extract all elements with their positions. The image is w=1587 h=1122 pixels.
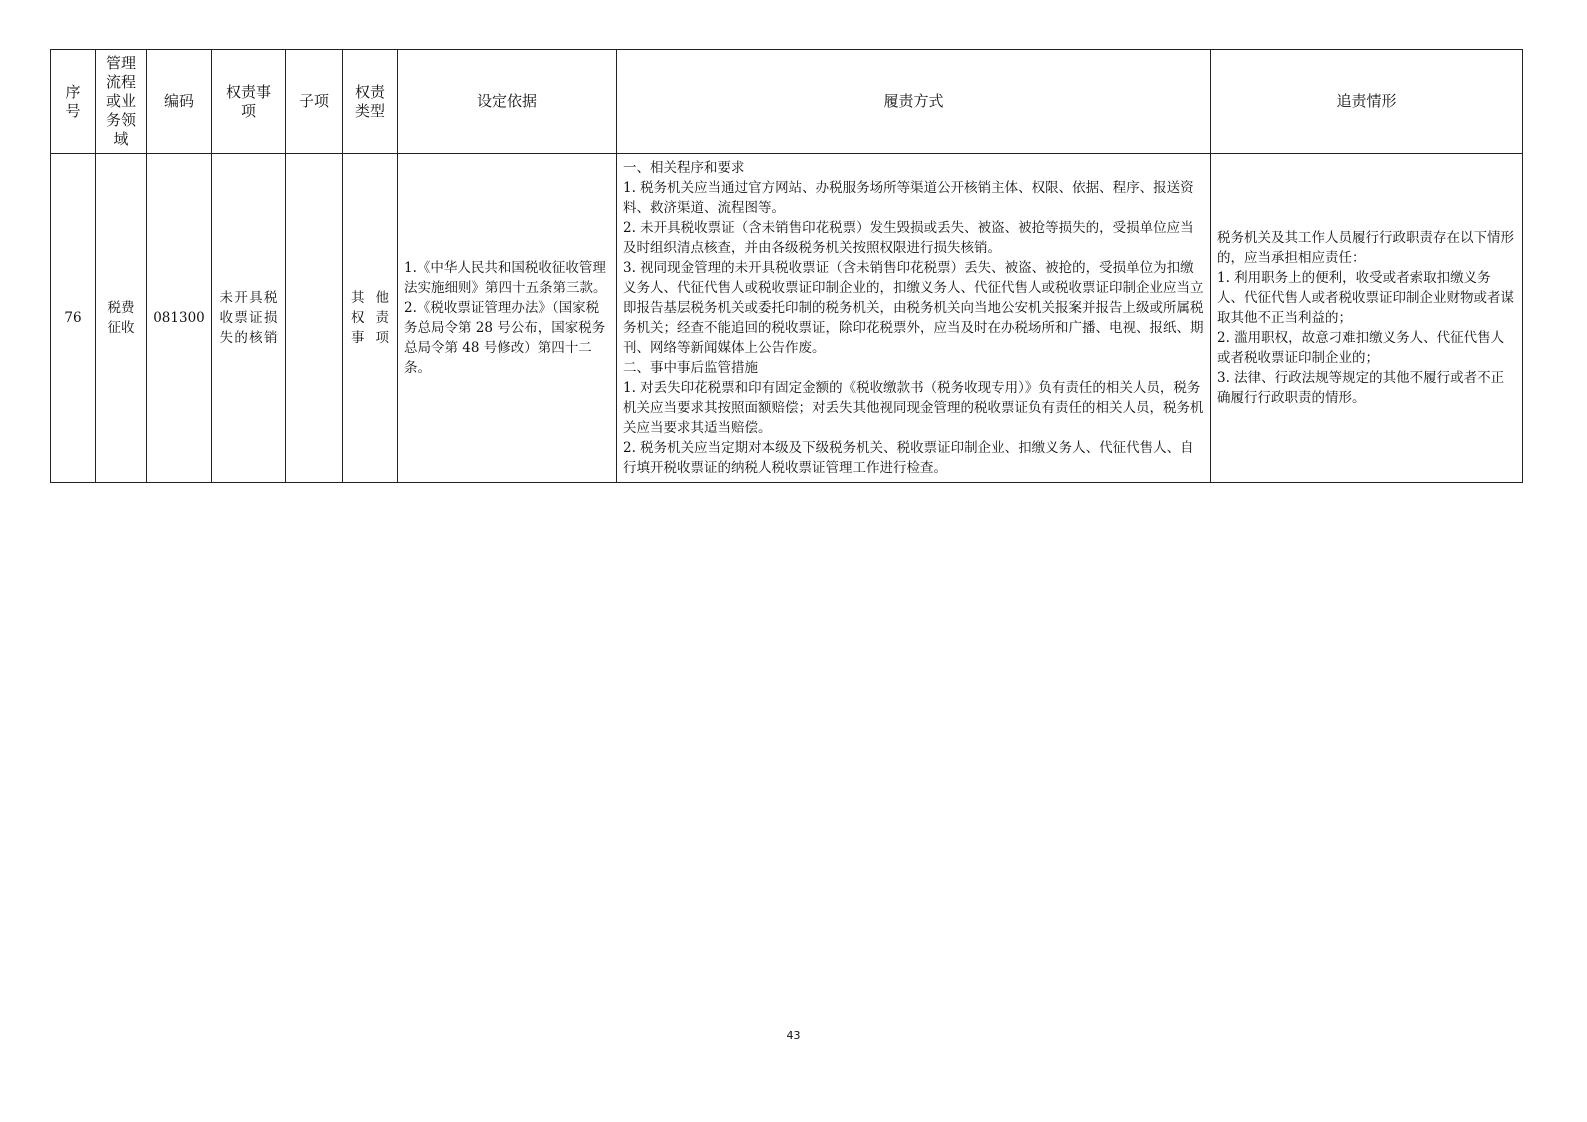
cell-subitem: [286, 154, 343, 483]
duty-heading: 二、事中事后监管措施: [623, 360, 758, 376]
header-domain: 管理流程或业务领域: [96, 50, 147, 154]
cell-domain: [96, 154, 147, 483]
item-text: 未开具税收票证损失的核销: [219, 290, 278, 346]
basis-line: 1.《中华人民共和国税收征收管理法实施细则》第四十五条第三款。: [404, 260, 607, 296]
duty-line: 2. 未开具税收票证（含未销售印花税票）发生毁损或丢失、被盗、被抢等损失的，受损单位应当及时组织清点核查，并由各级税务机关按照权限进行损失核销。: [623, 220, 1194, 256]
header-duty: 履责方式: [617, 50, 1211, 154]
header-item: 权责事项: [212, 50, 286, 154]
domain-text: 税费征收: [107, 300, 135, 336]
header-accountability: 追责情形: [1211, 50, 1523, 154]
duty-line: 3. 视同现金管理的未开具税收票证（含未销售印花税票）丢失、被盗、被抢的，受损单位为扣缴义务人、代征代售人或税收票证印制企业的，扣缴义务人、代征代售人或税收票证印制企业应当立即报告基层税务机关或委托印制的税务机关，由税务机关向当地公安机关报案并报告上级或所属税务机关；经查不能追回的税收票证，除印花税票外，应当及时在办税场所和广播、电视、报纸、期刊、网络等新闻媒体上公告作废。: [623, 260, 1204, 356]
type-text: 其他权责事项: [351, 290, 389, 346]
cell-accountability: [1211, 154, 1523, 483]
duty-line: 1. 对丢失印花税票和印有固定金额的《税收缴款书（税务收现专用）》负有责任的相关人员，税务机关应当要求其按照面额赔偿；对丢失其他视同现金管理的税收票证负有责任的相关人员，税务机关应当要求其适当赔偿。: [623, 380, 1204, 436]
header-subitem: 子项: [286, 50, 343, 154]
duty-heading: 一、相关程序和要求: [623, 160, 745, 176]
accountability-line: 2. 滥用职权，故意刁难扣缴义务人、代征代售人或者税收票证印制企业的；: [1217, 330, 1505, 366]
accountability-line: 税务机关及其工作人员履行行政职责存在以下情形的，应当承担相应责任：: [1217, 230, 1514, 266]
table-row: [51, 154, 1523, 483]
header-row: [51, 50, 1523, 154]
duty-line: 1. 税务机关应当通过官方网站、办税服务场所等渠道公开核销主体、权限、依据、程序、报送资料、救济渠道、流程图等。: [623, 180, 1194, 216]
accountability-line: 1. 利用职务上的便利，收受或者索取扣缴义务人、代征代售人或者税收票证印制企业财物或者谋取其他不正当利益的；: [1217, 270, 1514, 326]
header-type: 权责类型: [343, 50, 398, 154]
cell-duty: [617, 154, 1211, 483]
header-basis: 设定依据: [398, 50, 617, 154]
duty-line: 2. 税务机关应当定期对本级及下级税务机关、税收票证印制企业、扣缴义务人、代征代售人、自行填开税收票证的纳税人税收票证管理工作进行检查。: [623, 440, 1194, 476]
accountability-line: 3. 法律、行政法规等规定的其他不履行或者不正确履行行政职责的情形。: [1217, 370, 1505, 406]
responsibility-table: [50, 49, 1523, 483]
cell-basis: [398, 154, 617, 483]
header-code: 编码: [147, 50, 212, 154]
cell-seq: 76: [51, 154, 96, 483]
header-seq: 序号: [51, 50, 96, 154]
cell-item: [212, 154, 286, 483]
cell-type: [343, 154, 398, 483]
page-number: 43: [786, 1029, 801, 1042]
cell-code: 081300: [147, 154, 212, 483]
basis-line: 2.《税收票证管理办法》（国家税务总局令第 28 号公布，国家税务总局令第 48 号修改）第四十二条。: [404, 300, 606, 376]
